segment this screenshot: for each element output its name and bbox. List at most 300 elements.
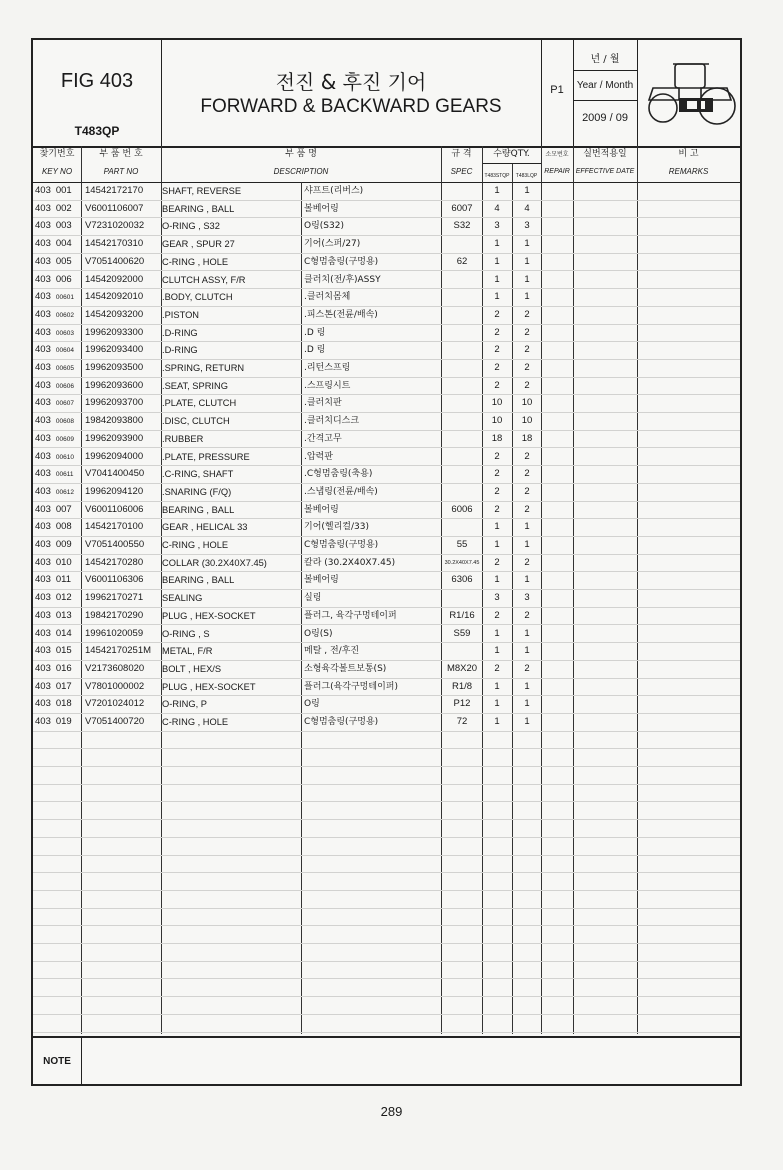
page-number: 289 [380,1104,403,1119]
column-description: 부 품 명 DESCRIPTION [273,149,329,176]
part-number: 19962093700 [85,397,144,409]
key-item: 00611 [55,471,74,479]
qty-t483lqp: 2 [524,503,530,515]
description: .PLATE, PRESSURE [162,451,250,462]
qty-t483lqp: 18 [521,432,533,444]
key-group: 403 [35,485,51,497]
description-korean: .클러치몸체 [304,292,351,303]
qty-t483stqp: 2 [494,485,500,497]
part-number: 14542170251M [85,645,152,657]
qty-t483stqp: 2 [494,326,500,338]
description-korean: C형멈춤링(구멍용) [304,540,379,550]
qty-t483lqp: 1 [524,273,530,285]
empty-row [33,943,740,962]
qty-t483lqp: 1 [524,680,530,692]
key-no [35,343,81,358]
column-key: 찾기번호 KEY NO [39,149,75,176]
key-group: 403 [35,362,51,373]
qty-t483lqp: 1 [524,716,530,727]
table-row [33,483,740,502]
table-row [33,430,740,449]
key-group: 403 [35,238,51,250]
description: BOLT , HEX/S [162,663,222,674]
description-korean: .D 링 [304,345,326,356]
part-number: 14542092010 [85,291,144,303]
part-number: 14542170310 [85,238,144,250]
part-number: 19962094120 [85,485,144,497]
spec: R1/16 [449,609,475,621]
empty-row [33,855,740,874]
part-number: 14542093200 [85,308,144,320]
qty-t483lqp: 1 [524,574,530,586]
qty-t483stqp: 1 [494,680,500,692]
qty-t483stqp: 1 [494,539,500,550]
part-number: V6001106306 [85,574,144,586]
qty-t483lqp: 1 [524,627,530,639]
qty-t483lqp: 10 [521,397,533,409]
empty-row [33,802,740,821]
description-korean: 볼베어링 [304,203,339,214]
description-korean: .D 링 [304,327,326,338]
qty-t483stqp: 18 [491,432,503,444]
qty-t483stqp: 1 [494,255,500,267]
table-row [33,518,740,537]
fig-number: FIG 403 [60,70,134,92]
divider [573,70,637,71]
key-no [35,715,81,729]
key-item: 008 [55,521,72,533]
part-number: V7041400450 [85,468,145,480]
table-row [33,589,740,608]
description: GEAR , SPUR 27 [162,239,235,250]
qty-t483stqp: 1 [494,185,500,196]
model-code: T483QP [74,124,120,138]
qty-t483stqp: 1 [494,627,500,639]
page-tag: P1 [550,84,564,96]
key-group: 403 [35,662,51,674]
qty-t483stqp: 2 [494,450,500,462]
key-item: 019 [55,716,72,727]
part-number: 14542172170 [85,185,144,196]
qty-t483lqp: 1 [524,238,530,250]
description-korean: 볼베어링 [304,504,339,515]
table-row [33,607,740,626]
qty-t483lqp: 2 [524,344,530,356]
table-row [33,412,740,431]
qty-t483stqp: 3 [494,220,500,232]
qty-t483stqp: 1 [494,238,500,250]
description-korean: .클러치판 [304,398,342,409]
description: .D-RING [162,345,198,356]
description-korean: 실링 [304,593,322,604]
qty-t483lqp: 2 [524,379,530,391]
key-group: 403 [35,680,51,692]
key-group: 403 [35,255,51,267]
qty-t483stqp: 2 [494,556,500,568]
empty-row [33,996,740,1015]
qty-t483stqp: 1 [494,716,500,727]
key-item: 00606 [55,382,74,390]
column-qty-sub2: T483LQP [515,173,538,179]
key-group: 403 [35,432,51,444]
description: .DISC, CLUTCH [162,416,230,427]
part-number: 19962094000 [85,450,144,462]
key-item: 00610 [55,453,74,461]
key-group: 403 [35,716,51,727]
description: .C-RING, SHAFT [162,469,234,480]
qty-t483lqp: 10 [521,415,533,427]
qty-t483lqp: 1 [524,291,530,303]
qty-t483stqp: 1 [494,273,500,285]
table-row [33,501,740,520]
sheet-header [33,40,740,148]
key-item: 012 [55,592,72,604]
spec: S59 [453,627,471,639]
key-no [35,361,81,376]
spec: S32 [453,220,471,232]
key-no [35,290,81,305]
description: .PISTON [162,309,200,320]
qty-t483lqp: 1 [524,539,530,550]
table-row [33,253,740,272]
key-no [35,326,81,341]
key-group: 403 [35,592,51,604]
description: GEAR , HELICAL 33 [162,522,248,533]
parts-sheet [31,38,742,1086]
column-qty: 수량QTY. [493,149,530,159]
qty-t483stqp: 10 [491,397,503,409]
description-korean: 기어(헬리컬/33) [304,522,369,533]
key-group: 403 [35,185,51,196]
qty-t483stqp: 2 [494,362,500,373]
table-row [33,625,740,644]
description-korean: O링(S32) [304,221,344,232]
qty-t483stqp: 2 [494,609,500,621]
key-group: 403 [35,574,51,586]
column-qty-sub1: T483STQP [484,173,510,179]
empty-row [33,961,740,980]
description-korean: .스프링시트 [304,380,351,391]
key-group: 403 [35,291,51,303]
year-month-label-ko: 년 / 월 [590,54,620,65]
key-group: 403 [35,468,51,480]
empty-row [33,872,740,891]
part-number: 14542092000 [85,273,144,285]
key-no [35,219,81,233]
key-no [35,644,81,658]
key-group: 403 [35,503,51,515]
qty-t483lqp: 1 [524,645,530,657]
description-korean: 샤프트(리버스) [304,186,364,196]
description: CLUTCH ASSY, F/R [162,274,246,285]
table-row [33,200,740,219]
part-number: 19962093600 [85,379,144,391]
qty-t483lqp: 2 [524,308,530,320]
key-no [35,627,81,641]
key-group: 403 [35,415,51,427]
key-item: 015 [55,645,72,657]
key-no [35,609,81,623]
description: COLLAR (30.2X40X7.45) [162,557,267,568]
key-no [35,379,81,394]
qty-t483stqp: 1 [494,574,500,586]
table-row [33,394,740,413]
qty-t483lqp: 2 [524,662,530,674]
empty-row [33,731,740,750]
key-item: 016 [55,662,72,674]
part-number: V7051400550 [85,539,145,550]
description: PLUG , HEX-SOCKET [162,610,256,621]
table-row [33,554,740,573]
empty-row [33,819,740,838]
description-korean: 칼라 (30.2X40X7.45) [304,557,396,568]
key-no [35,432,81,447]
empty-row [33,908,740,927]
key-item: 005 [55,255,72,267]
table-row [33,536,740,555]
key-item: 00604 [55,347,74,355]
description-korean: .압력판 [304,451,333,462]
key-group: 403 [35,344,51,356]
key-no [35,467,81,482]
key-item: 004 [55,238,72,250]
description-korean: .피스톤(전륜/배속) [304,309,378,320]
key-item: 00609 [55,435,74,443]
description: O-RING , S [162,628,210,639]
key-no [35,556,81,570]
key-group: 403 [35,273,51,285]
qty-t483stqp: 2 [494,662,500,674]
qty-t483lqp: 1 [524,698,530,710]
empty-row [33,766,740,785]
key-no [35,450,81,465]
qty-t483lqp: 2 [524,450,530,462]
description: BEARING , BALL [162,504,235,515]
table-row [33,324,740,343]
description: BEARING , BALL [162,575,235,586]
key-item: 00602 [55,311,74,319]
part-number: V7051400720 [85,716,145,727]
description: .SPRING, RETURN [162,363,245,373]
spec: R1/8 [451,680,473,692]
qty-t483lqp: 1 [524,185,530,196]
part-number: 19962093900 [85,432,144,444]
empty-row [33,748,740,767]
key-item: 009 [55,539,72,550]
key-item: 002 [55,202,72,214]
table-row [33,217,740,236]
column-remarks: 비 고 REMARKS [668,149,709,176]
key-item: 017 [55,680,72,692]
description: O-RING , S32 [162,221,220,232]
key-no [35,662,81,676]
description-korean: 플러그, 육각구멍테이퍼 [304,610,397,621]
description-korean: .간격고무 [304,433,342,444]
table-row [33,678,740,697]
part-number: 19962093400 [85,344,144,356]
description: O-RING, P [162,699,207,710]
table-row [33,660,740,679]
part-number: 19962093500 [85,362,144,373]
key-group: 403 [35,698,51,710]
description: SHAFT, REVERSE [162,186,242,196]
key-group: 403 [35,645,51,657]
key-no [35,680,81,694]
qty-t483stqp: 3 [494,592,500,604]
column-spec: 규 격 SPEC [450,149,473,176]
year-month-value: 2009 / 09 [582,112,628,124]
qty-t483lqp: 3 [524,220,530,232]
qty-t483stqp: 1 [494,645,500,657]
qty-t483lqp: 2 [524,362,530,373]
key-item: 00612 [55,488,74,496]
key-group: 403 [35,308,51,320]
part-number: V7051400620 [85,255,145,267]
key-item: 006 [55,273,72,285]
column-header [33,146,740,183]
tractor-icon [639,44,739,142]
part-number: V6001106006 [85,503,144,515]
table-row [33,341,740,360]
qty-t483stqp: 1 [494,521,500,533]
spec: 6306 [451,574,473,586]
description: C-RING , HOLE [162,717,229,727]
description-korean: 소형육각볼트보통(S) [304,663,387,674]
qty-t483stqp: 2 [494,468,500,480]
year-month-label-en: Year / Month [576,80,634,91]
part-number: 19842170290 [85,609,144,621]
key-no [35,538,81,552]
key-item: 010 [55,556,72,568]
description-korean: .스냅링(전륜/배속) [304,486,378,497]
key-no [35,591,81,605]
table-row [33,713,740,732]
description-korean: 볼베어링 [304,575,339,586]
table-row [33,448,740,467]
qty-t483stqp: 1 [494,698,500,710]
qty-t483lqp: 4 [524,202,530,214]
note-label: NOTE [33,1038,82,1086]
table-row [33,377,740,396]
qty-t483stqp: 1 [494,291,500,303]
table-row [33,571,740,590]
empty-row [33,890,740,909]
spec: 6006 [451,503,473,515]
description: METAL, F/R [162,646,213,657]
key-no [35,485,81,500]
key-no [35,697,81,711]
qty-t483stqp: 2 [494,503,500,515]
key-no [35,396,81,411]
key-item: 00603 [55,329,74,337]
key-group: 403 [35,220,51,232]
key-group: 403 [35,521,51,533]
spec: M8X20 [446,662,478,674]
description-korean: C형멈춤링(구멍용) [304,717,379,727]
description-korean: .클러치디스크 [304,416,360,427]
column-effective-date: 실번적용일 EFFECTIVE DATE [575,149,635,175]
key-no [35,202,81,216]
description: .SNARING (F/Q) [162,486,232,497]
key-no [35,255,81,269]
description: BEARING , BALL [162,203,235,214]
description: .SEAT, SPRING [162,380,228,391]
key-item: 00601 [55,294,74,302]
part-number: 14542170280 [85,556,144,568]
spec: P12 [453,698,471,710]
description-korean: 기어(스퍼/27) [304,239,361,250]
spec: 55 [456,539,468,550]
key-group: 403 [35,379,51,391]
part-number: V6001106007 [85,202,144,214]
key-group: 403 [35,609,51,621]
description-korean: .C형멈춤링(축용) [304,469,373,480]
key-no [35,237,81,251]
key-no [35,520,81,534]
key-item: 007 [55,503,72,515]
key-item: 013 [55,609,72,621]
part-number: V2173608020 [85,662,145,674]
qty-t483lqp: 2 [524,468,530,480]
table-row [33,182,740,201]
key-no [35,414,81,429]
part-number: 14542170100 [85,521,144,533]
spec: 62 [456,255,468,267]
qty-t483stqp: 2 [494,379,500,391]
description-korean: 클러치(전/후)ASSY [304,274,381,285]
part-number: 19961020059 [85,627,144,639]
spec: 30.2X40X7.45 [444,559,480,566]
key-item: 018 [55,698,72,710]
note-box [33,1036,740,1086]
key-item: 00605 [55,365,74,372]
qty-t483stqp: 2 [494,344,500,356]
qty-t483lqp: 2 [524,485,530,497]
column-repair: 소모번호 REPAIR [544,151,570,175]
qty-t483stqp: 2 [494,308,500,320]
empty-row [33,979,740,998]
table-row [33,465,740,484]
table-row [33,642,740,661]
qty-t483lqp: 2 [524,556,530,568]
key-group: 403 [35,450,51,462]
key-group: 403 [35,539,51,550]
part-number: V7201024012 [85,698,145,710]
key-item: 003 [55,220,72,232]
page-title: FORWARD & BACKWARD GEARS [200,96,502,117]
spec: 6007 [451,202,473,214]
description: .BODY, CLUTCH [162,292,233,303]
part-number: V7801000002 [85,680,145,692]
qty-t483lqp: 2 [524,326,530,338]
key-no [35,273,81,287]
description: PLUG , HEX-SOCKET [162,681,256,692]
table-row [33,271,740,290]
table-row [33,306,740,325]
divider [637,40,638,146]
description-korean: O링(S) [304,628,333,639]
qty-t483lqp: 1 [524,255,530,267]
qty-t483lqp: 2 [524,609,530,621]
key-item: 00608 [55,418,74,426]
key-group: 403 [35,627,51,639]
description: .D-RING [162,327,198,338]
key-group: 403 [35,202,51,214]
description-korean: O링 [304,699,320,710]
description: C-RING , HOLE [162,256,229,267]
empty-row [33,837,740,856]
table-row [33,359,740,378]
